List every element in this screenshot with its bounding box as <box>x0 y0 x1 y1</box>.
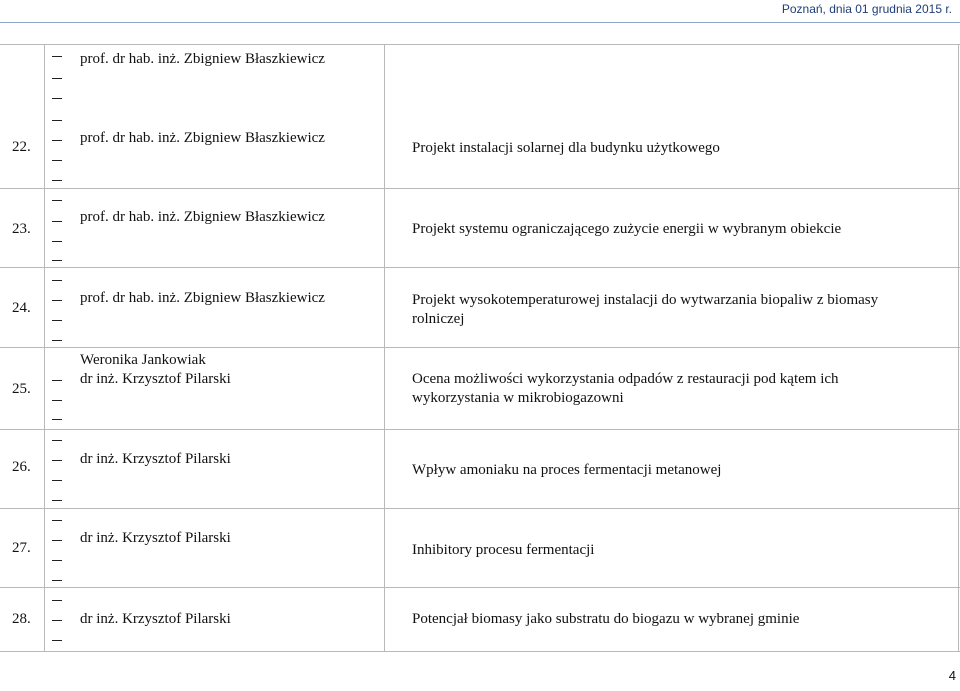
list-dash <box>52 180 62 181</box>
list-dash <box>52 320 62 321</box>
row-number: 22. <box>12 139 31 155</box>
thesis-topic: Projekt wysokotemperaturowej instalacji do wytwarzania biopaliw z biomasy rolniczej <box>412 292 879 327</box>
list-dash <box>52 340 62 341</box>
thesis-topic: Projekt systemu ograniczającego zużycie energii w wybranym obiekcie <box>412 221 842 237</box>
list-dash <box>52 540 62 541</box>
supervisor-name: dr inż. Krzysztof Pilarski <box>80 371 231 387</box>
list-dash <box>52 56 62 57</box>
list-dash <box>52 480 62 481</box>
row-number: 28. <box>12 611 31 627</box>
list-dash <box>52 200 62 201</box>
thesis-topic: Projekt instalacji solarnej dla budynku użytkowego <box>412 140 720 156</box>
list-dash <box>52 160 62 161</box>
table-column-divider <box>384 44 385 652</box>
list-dash <box>52 620 62 621</box>
table-row-divider <box>0 347 960 348</box>
row-number: 26. <box>12 459 31 475</box>
row-number: 23. <box>12 221 31 237</box>
thesis-topic: Potencjał biomasy jako substratu do biogazu w wybranej gminie <box>412 611 800 627</box>
list-dash <box>52 600 62 601</box>
list-dash <box>52 300 62 301</box>
list-dash <box>52 120 62 121</box>
list-dash <box>52 400 62 401</box>
supervisor-name: dr inż. Krzysztof Pilarski <box>80 451 231 467</box>
table-row-divider <box>0 188 960 189</box>
list-dash <box>52 280 62 281</box>
page-number: 4 <box>948 668 956 683</box>
table-row-divider <box>0 587 960 588</box>
table-row-divider <box>0 651 960 652</box>
list-dash <box>52 260 62 261</box>
supervisor-name: dr inż. Krzysztof Pilarski <box>80 611 231 627</box>
list-dash <box>52 419 62 420</box>
table-row-divider <box>0 267 960 268</box>
table-row-divider <box>0 429 960 430</box>
supervisor-name: prof. dr hab. inż. Zbigniew Błaszkiewicz <box>80 290 325 306</box>
list-dash <box>52 500 62 501</box>
list-dash <box>52 460 62 461</box>
supervisor-name: prof. dr hab. inż. Zbigniew Błaszkiewicz <box>80 209 325 225</box>
list-dash <box>52 78 62 79</box>
supervisor-name: prof. dr hab. inż. Zbigniew Błaszkiewicz <box>80 51 325 67</box>
supervisor-name: Weronika Jankowiak <box>80 352 206 368</box>
row-number: 25. <box>12 381 31 397</box>
row-number: 24. <box>12 300 31 316</box>
thesis-topic: Inhibitory procesu fermentacji <box>412 542 595 558</box>
thesis-topic: Wpływ amoniaku na proces fermentacji metanowej <box>412 462 722 478</box>
list-dash <box>52 640 62 641</box>
list-dash <box>52 380 62 381</box>
thesis-topic: Ocena możliwości wykorzystania odpadów z restauracji pod kątem ich wykorzystania w mikrobiogazowni <box>412 371 839 406</box>
list-dash <box>52 520 62 521</box>
table-row-divider <box>0 508 960 509</box>
list-dash <box>52 560 62 561</box>
header-divider <box>0 22 960 23</box>
list-dash <box>52 221 62 222</box>
list-dash <box>52 241 62 242</box>
list-dash <box>52 140 62 141</box>
row-number: 27. <box>12 540 31 556</box>
supervisor-name: prof. dr hab. inż. Zbigniew Błaszkiewicz <box>80 130 325 146</box>
list-dash <box>52 580 62 581</box>
list-dash <box>52 440 62 441</box>
thesis-topics-table <box>0 44 960 652</box>
table-row-divider <box>0 44 960 45</box>
table-column-divider <box>44 44 45 652</box>
supervisor-name: dr inż. Krzysztof Pilarski <box>80 530 231 546</box>
table-column-divider <box>958 44 959 652</box>
document-date: Poznań, dnia 01 grudnia 2015 r. <box>781 2 952 16</box>
list-dash <box>52 98 62 99</box>
